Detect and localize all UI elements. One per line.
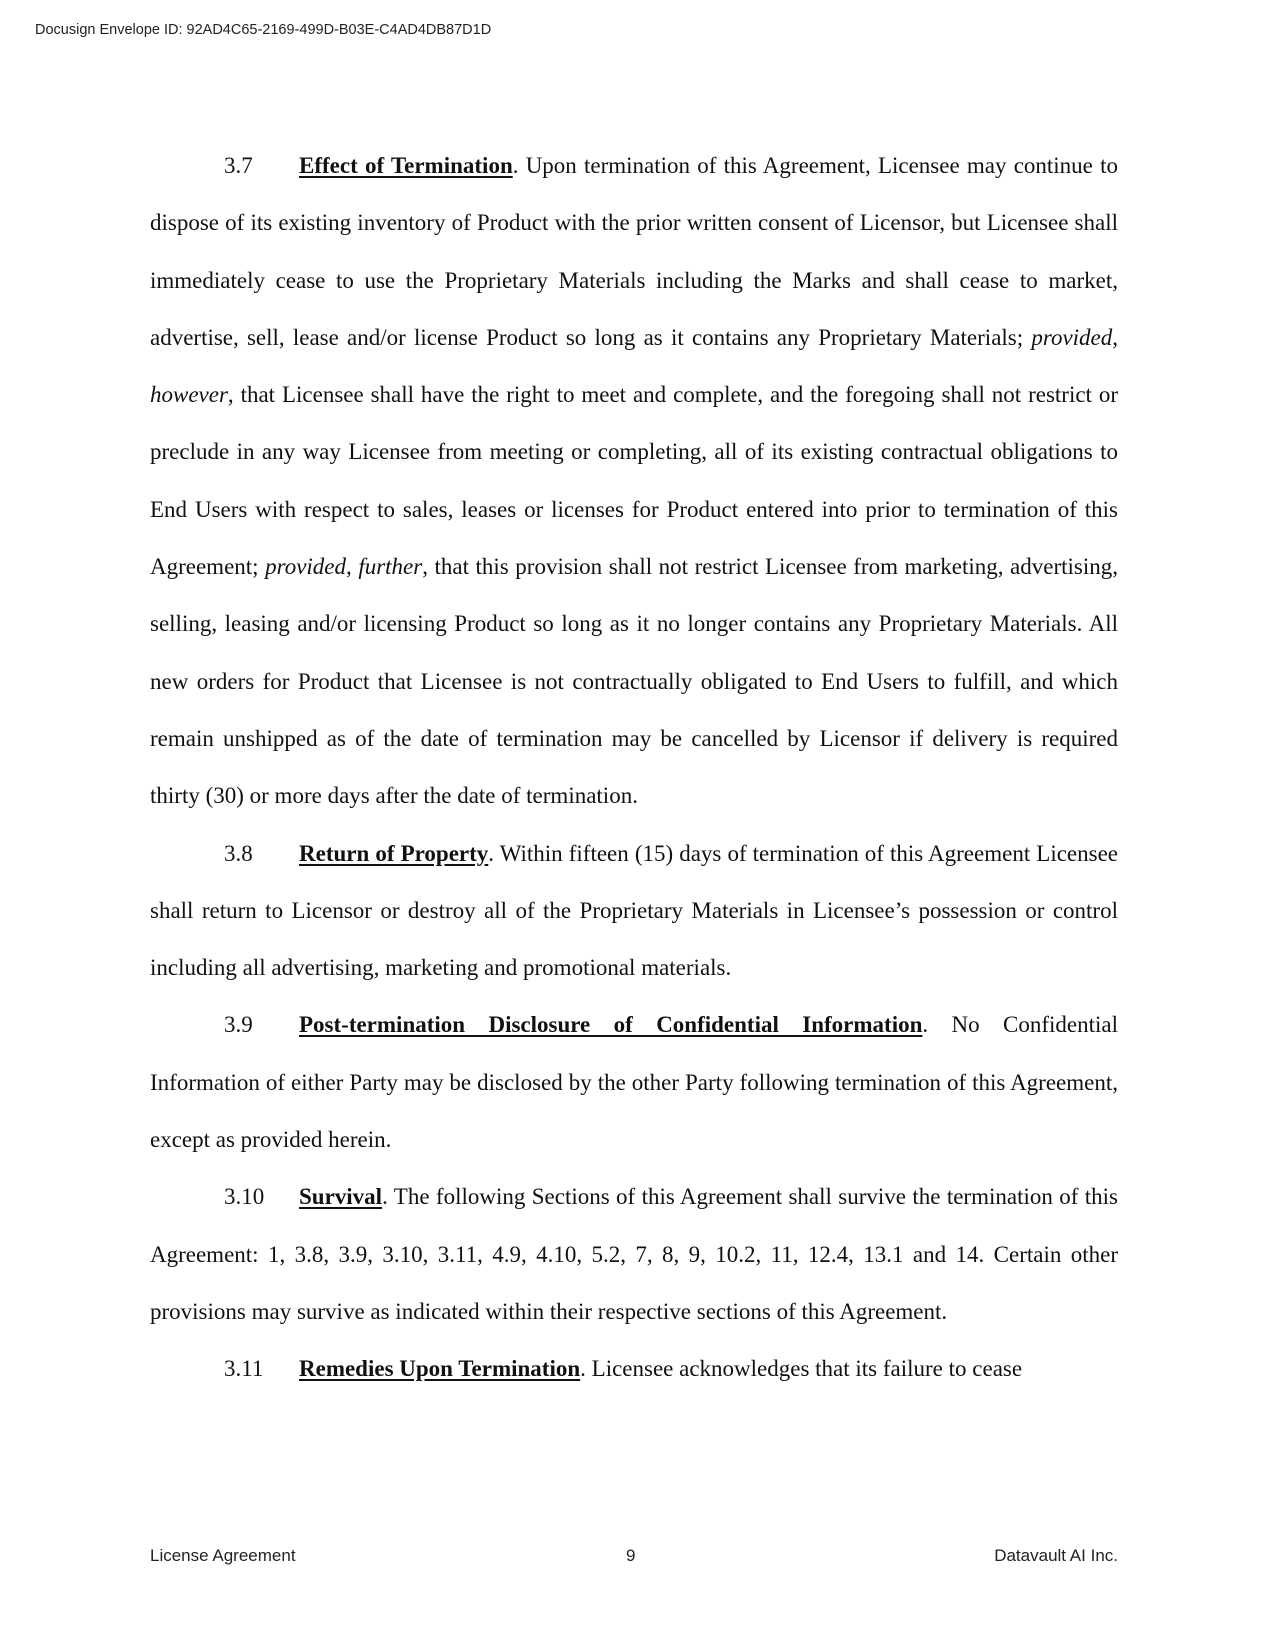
section-3-10 (150, 1168, 1118, 1340)
section-number: 3.7 (224, 153, 253, 178)
footer-company-name: Datavault AI Inc. (994, 1546, 1118, 1565)
envelope-id: Docusign Envelope ID: 92AD4C65-2169-499D-B03E-C4AD4DB87D1D (35, 22, 492, 38)
section-3-7 (150, 137, 1118, 825)
page-footer (150, 1546, 1118, 1570)
italic-term: provided (1031, 324, 1113, 350)
section-number: 3.11 (224, 1356, 264, 1382)
section-text: , (346, 554, 359, 580)
section-heading: Effect of Termination (299, 153, 513, 178)
section-text: , that Licensee shall have the right to meet and complete, and the foregoing shall not restrict or preclude in any way Licensee from meeting or completing, all of its existing contractual obligations to End Users with respect to sales, leases or licenses for Product entered into prior to termination of this Agreement; (150, 382, 1118, 580)
section-3-11 (150, 1340, 1118, 1397)
section-number: 3.8 (224, 840, 253, 866)
italic-term: further (358, 554, 423, 580)
section-heading: Return of Property (299, 840, 489, 866)
section-text: . Within fifteen (15) days of termination of this Agreement Licensee shall return to Licensor or destroy all of the Proprietary Materials in Licensee’s possession or control including all advertising, marketing and promotional materials. (150, 840, 1119, 981)
section-number: 3.9 (224, 1012, 253, 1038)
page-number: 9 (626, 1546, 636, 1565)
footer-document-title: License Agreement (150, 1546, 296, 1565)
section-text: , that this provision shall not restrict Licensee from marketing, advertising, selling, leasing and/or licensing Product so long as it no longer contains any Proprietary Materials. All new orders for Product that Licensee is not contractually obligated to End Users to fulfill, and which remain unshipped as of the date of termination may be cancelled by Licensor if delivery is required thirty (30) or more days after the date of termination. (150, 554, 1118, 809)
section-heading: Survival (299, 1184, 383, 1210)
section-3-8 (150, 825, 1118, 997)
section-3-9 (150, 996, 1118, 1168)
section-text: . No Confidential Information of either Party may be disclosed by the other Party following termination of this Agreement, except as provided herein. (150, 1012, 1118, 1153)
italic-term: provided (265, 554, 347, 580)
section-text: . The following Sections of this Agreement shall survive the termination of this Agreement: 1, 3.8, 3.9, 3.10, 3.11, 4.9, 4.10, 5.2, 7, 8, 9, 10.2, 11, 12.4, 13.1 and 14. Certain other provisions may survive as indicated within their respective sections of this Agreement. (150, 1184, 1118, 1324)
section-heading: Remedies Upon Termination (299, 1356, 581, 1382)
section-number: 3.10 (224, 1184, 265, 1210)
section-heading: Post-termination Disclosure of Confidential Information (299, 1012, 923, 1038)
document-body (150, 137, 1118, 1398)
section-text: . Upon termination of this Agreement, Licensee may continue to dispose of its existing inventory of Product with the prior written consent of Licensor, but Licensee shall immediately cease to use the Proprietary Materials including the Marks and shall cease to market, advertise, sell, lease and/or license Product so long as it contains any Proprietary Materials; (150, 153, 1118, 350)
section-text: . Licensee acknowledges that its failure to cease (580, 1356, 1023, 1382)
italic-term: however (150, 382, 228, 408)
section-text: , (1112, 324, 1118, 350)
